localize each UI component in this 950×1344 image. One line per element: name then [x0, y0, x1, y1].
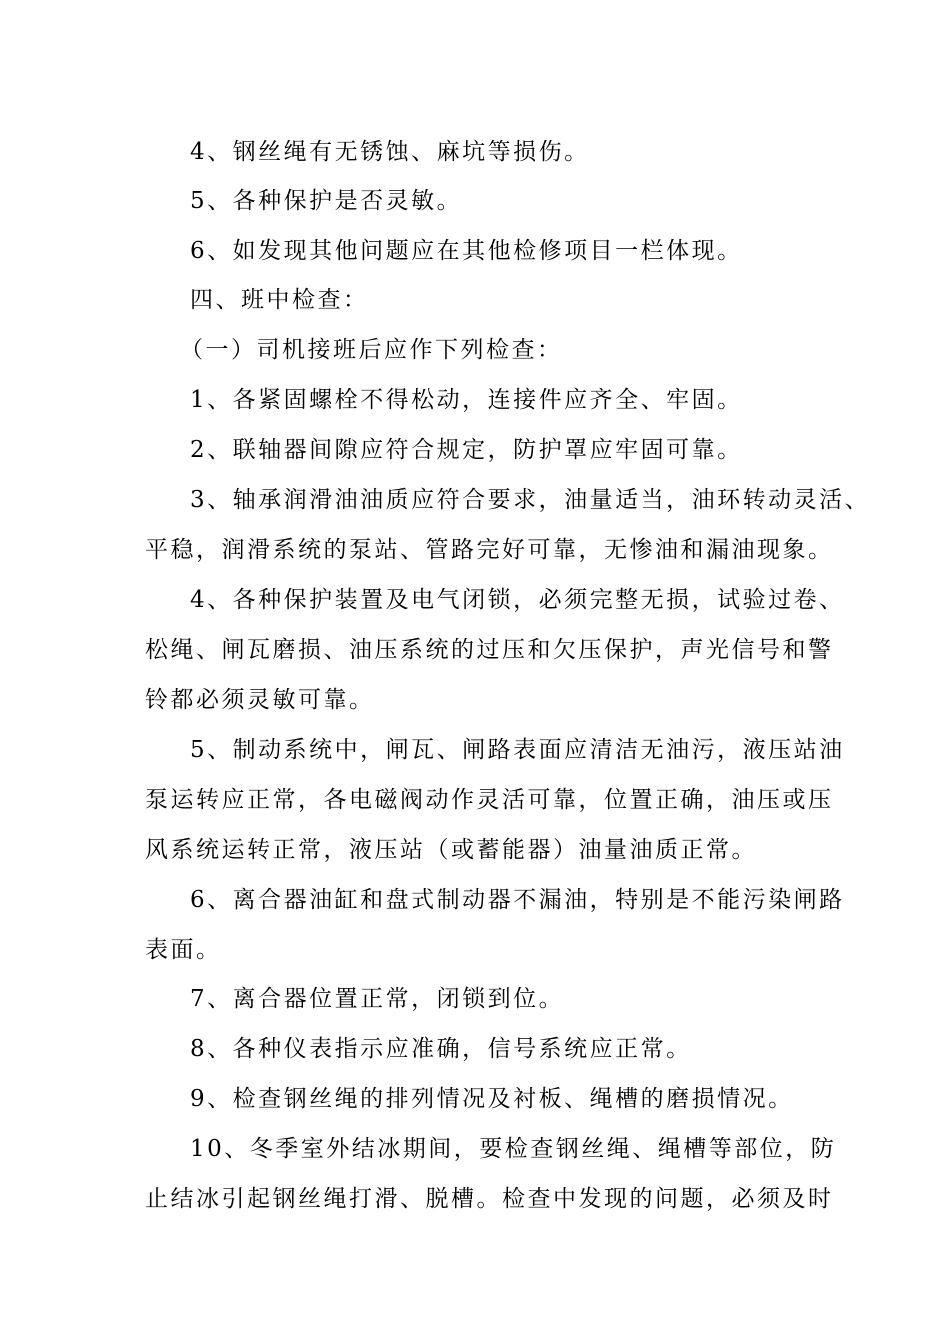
- text-line-9: 平稳，润滑系统的泵站、管路完好可靠，无惨油和漏油现象。: [145, 537, 834, 563]
- text-line-19: 8、各种仪表指示应准确，信号系统应正常。: [190, 1036, 692, 1062]
- text-line-11: 松绳、闸瓦磨损、油压系统的过压和欠压保护，声光信号和警: [145, 637, 834, 663]
- section-heading: 四、班中检查：: [190, 287, 369, 313]
- text-line-22: 止结冰引起钢丝绳打滑、脱槽。检查中发现的问题，必须及时: [145, 1186, 834, 1212]
- text-line-15: 风系统运转正常，液压站（或蓄能器）油量油质正常。: [145, 837, 757, 863]
- text-line-21: 10、冬季室外结冰期间，要检查钢丝绳、绳槽等部位，防: [190, 1136, 837, 1162]
- text-line-10: 4、各种保护装置及电气闭锁，必须完整无损，试验过卷、: [190, 587, 845, 613]
- text-line-8: 3、轴承润滑油油质应符合要求，油量适当，油环转动灵活、: [190, 487, 871, 513]
- text-line-12: 铃都必须灵敏可靠。: [145, 687, 375, 713]
- text-line-17: 表面。: [145, 937, 222, 963]
- subsection-heading: （一）司机接班后应作下列检查：: [180, 337, 563, 363]
- text-line-14: 泵运转应正常，各电磁阀动作灵活可靠，位置正确，油压或压: [145, 787, 834, 813]
- text-line-16: 6、离合器油缸和盘式制动器不漏油，特别是不能污染闸路: [190, 887, 845, 913]
- text-line-3: 6、如发现其他问题应在其他检修项目一栏体现。: [190, 238, 743, 264]
- text-line-2: 5、各种保护是否灵敏。: [190, 188, 463, 214]
- text-line-1: 4、钢丝绳有无锈蚀、麻坑等损伤。: [190, 139, 590, 165]
- text-line-20: 9、检查钢丝绳的排列情况及衬板、绳槽的磨损情况。: [190, 1086, 794, 1112]
- text-line-13: 5、制动系统中，闸瓦、闸路表面应清洁无油污，液压站油: [190, 737, 845, 763]
- text-line-18: 7、离合器位置正常，闭锁到位。: [190, 986, 565, 1012]
- text-line-6: 1、各紧固螺栓不得松动，连接件应齐全、牢固。: [190, 387, 743, 413]
- text-line-7: 2、联轴器间隙应符合规定，防护罩应牢固可靠。: [190, 437, 743, 463]
